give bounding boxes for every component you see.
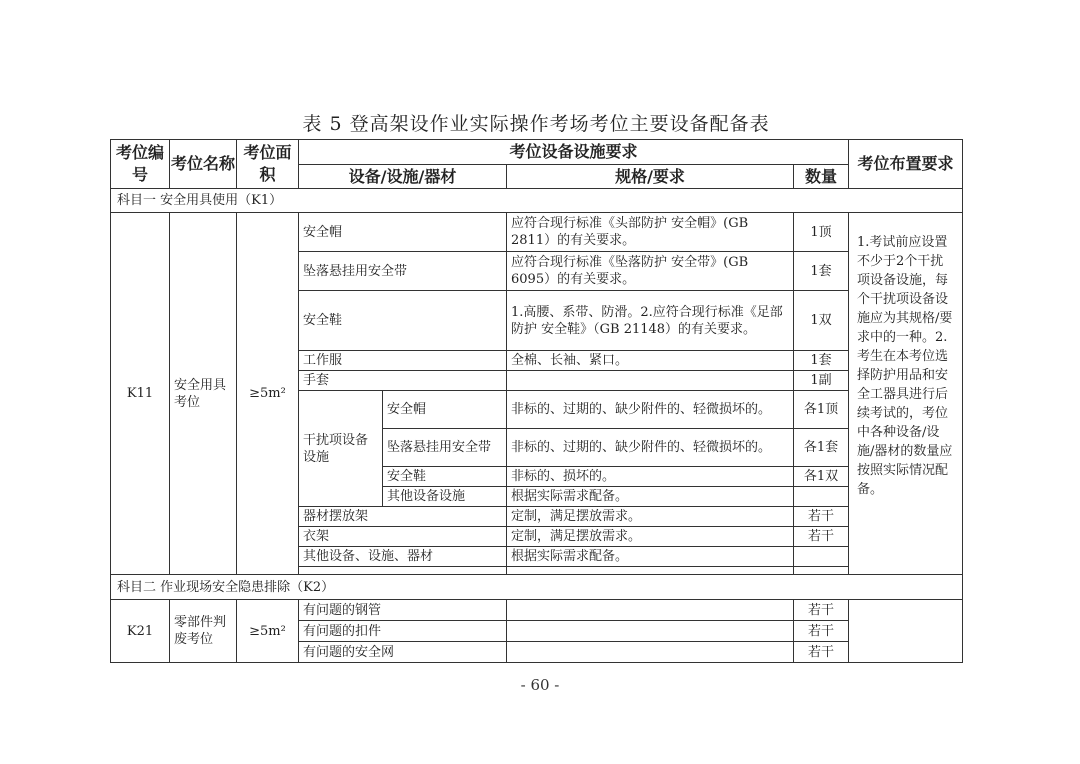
header-equipment-requirements: 考位设备设施要求 xyxy=(299,140,849,165)
spec-cell xyxy=(507,371,794,391)
equipment-cell: 手套 xyxy=(299,371,507,391)
quantity-cell: 若干 xyxy=(794,600,849,621)
equipment-cell xyxy=(299,567,507,575)
equipment-cell: 坠落悬挂用安全带 xyxy=(299,252,507,291)
quantity-cell: 1顶 xyxy=(794,213,849,252)
spec-cell: 全棉、长袖、紧口。 xyxy=(507,351,794,371)
distractor-item-cell: 坠落悬挂用安全带 xyxy=(383,429,507,467)
quantity-cell: 1套 xyxy=(794,252,849,291)
spec-cell: 非标的、过期的、缺少附件的、轻微损坏的。 xyxy=(507,391,794,429)
spec-cell: 应符合现行标准《头部防护 安全帽》(GB 2811）的有关要求。 xyxy=(507,213,794,252)
position-area-k21: ≥5m² xyxy=(237,600,299,663)
equipment-cell: 工作服 xyxy=(299,351,507,371)
spec-cell xyxy=(507,621,794,642)
table-title: 表 5 登高架设作业实际操作考场考位主要设备配备表 xyxy=(302,113,770,135)
distractor-item-cell: 其他设备设施 xyxy=(383,487,507,507)
header-position-code: 考位编号 xyxy=(111,140,170,189)
spec-cell: 非标的、过期的、缺少附件的、轻微损坏的。 xyxy=(507,429,794,467)
page-number: - 60 - xyxy=(520,676,560,694)
position-code-k21: K21 xyxy=(111,600,170,663)
equipment-cell: 其他设备、设施、器材 xyxy=(299,547,507,567)
quantity-cell xyxy=(794,487,849,507)
position-name-k21: 零部件判废考位 xyxy=(170,600,237,663)
quantity-cell: 1套 xyxy=(794,351,849,371)
equipment-cell: 衣架 xyxy=(299,527,507,547)
quantity-cell xyxy=(794,547,849,567)
equipment-cell: 有问题的扣件 xyxy=(299,621,507,642)
quantity-cell: 若干 xyxy=(794,507,849,527)
spec-cell xyxy=(507,600,794,621)
section-title-k2: 科目二 作业现场安全隐患排除（K2） xyxy=(111,575,963,600)
quantity-cell: 若干 xyxy=(794,621,849,642)
position-code-k11: K11 xyxy=(111,213,170,575)
equipment-cell: 器材摆放架 xyxy=(299,507,507,527)
distractor-group-cell: 干扰项设备设施 xyxy=(299,391,383,507)
spec-cell: 根据实际需求配备。 xyxy=(507,487,794,507)
layout-note-k11: 1.考试前应设置不少于2个干扰项设备设施，每个干扰项设备设施应为其规格/要求中的一种。2.考生在本考位选择防护用品和安全工器具进行后续考试的，考位中各种设备/设施/器材的数量应按照实际情况配备。 xyxy=(849,213,963,575)
quantity-cell: 各1双 xyxy=(794,467,849,487)
spec-cell xyxy=(507,642,794,663)
quantity-cell: 各1套 xyxy=(794,429,849,467)
position-area-k11: ≥5m² xyxy=(237,213,299,575)
equipment-cell: 安全帽 xyxy=(299,213,507,252)
spec-cell: 1.高腰、系带、防滑。2.应符合现行标准《足部防护 安全鞋》（GB 21148）的有关要求。 xyxy=(507,291,794,351)
quantity-cell: 若干 xyxy=(794,527,849,547)
header-position-area: 考位面积 xyxy=(237,140,299,189)
quantity-cell xyxy=(794,567,849,575)
layout-note-k21 xyxy=(849,600,963,663)
equipment-cell: 有问题的钢管 xyxy=(299,600,507,621)
distractor-item-cell: 安全帽 xyxy=(383,391,507,429)
header-layout-requirements: 考位布置要求 xyxy=(849,140,963,189)
distractor-item-cell: 安全鞋 xyxy=(383,467,507,487)
equipment-cell: 有问题的安全网 xyxy=(299,642,507,663)
header-spec: 规格/要求 xyxy=(507,165,794,189)
quantity-cell: 各1顶 xyxy=(794,391,849,429)
equipment-cell: 安全鞋 xyxy=(299,291,507,351)
spec-cell: 非标的、损坏的。 xyxy=(507,467,794,487)
quantity-cell: 1副 xyxy=(794,371,849,391)
header-quantity: 数量 xyxy=(794,165,849,189)
quantity-cell: 1双 xyxy=(794,291,849,351)
position-name-k11: 安全用具考位 xyxy=(170,213,237,575)
equipment-table xyxy=(110,139,963,663)
spec-cell: 应符合现行标准《坠落防护 安全带》(GB 6095）的有关要求。 xyxy=(507,252,794,291)
spec-cell: 根据实际需求配备。 xyxy=(507,547,794,567)
spec-cell: 定制，满足摆放需求。 xyxy=(507,527,794,547)
header-position-name: 考位名称 xyxy=(170,140,237,189)
quantity-cell: 若干 xyxy=(794,642,849,663)
spec-cell: 定制，满足摆放需求。 xyxy=(507,507,794,527)
table-row xyxy=(111,600,963,621)
header-equipment: 设备/设施/器材 xyxy=(299,165,507,189)
section-title-k1: 科目一 安全用具使用（K1） xyxy=(111,189,963,213)
spec-cell xyxy=(507,567,794,575)
table-row xyxy=(111,213,963,252)
